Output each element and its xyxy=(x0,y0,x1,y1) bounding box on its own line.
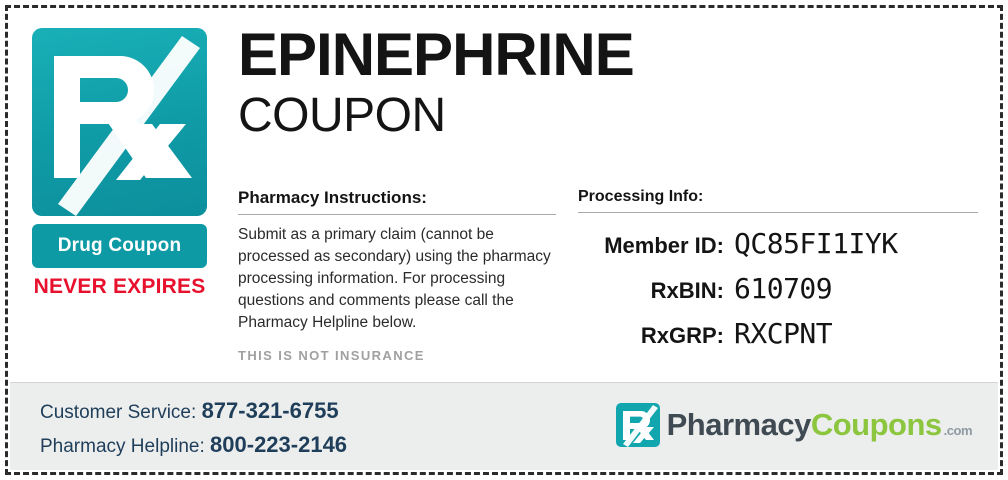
coupon-top-section xyxy=(10,10,998,382)
member-id-label: Member ID: xyxy=(604,233,724,258)
never-expires-label: NEVER EXPIRES xyxy=(33,275,206,298)
rx-glyph-icon xyxy=(32,28,207,216)
not-insurance-disclaimer: THIS IS NOT INSURANCE xyxy=(238,348,425,363)
processing-info-section xyxy=(578,188,978,362)
processing-info-rows xyxy=(578,227,978,350)
brand-rx-glyph-icon xyxy=(616,403,660,447)
customer-service-line xyxy=(40,395,347,429)
rx-logo-block xyxy=(32,28,207,299)
brand-wordmark xyxy=(667,407,972,443)
contact-numbers xyxy=(40,395,347,463)
brand-word-pharmacy: Pharmacy xyxy=(666,407,811,442)
processing-info-heading: Processing Info: xyxy=(578,188,978,213)
pharmacy-helpline-number[interactable]: 800-223-2146 xyxy=(210,432,348,457)
rxgrp-label: RxGRP: xyxy=(640,323,724,348)
coupon-title-group xyxy=(238,21,634,144)
rx-icon xyxy=(32,28,207,216)
brand-word-com: .com xyxy=(943,423,972,438)
coupon-word: COUPON xyxy=(238,89,446,142)
member-id-value: QC85FI1IYK xyxy=(734,227,898,260)
brand-rx-icon xyxy=(616,403,660,447)
drug-coupon-badge: Drug Coupon xyxy=(32,224,207,268)
member-id-row xyxy=(578,227,978,260)
drug-name: EPINEPHRINE xyxy=(238,21,634,88)
pharmacycoupons-brand-logo[interactable] xyxy=(616,403,972,447)
rxgrp-value: RXCPNT xyxy=(734,317,833,350)
rxgrp-row xyxy=(578,317,978,350)
pharmacy-instructions-body: Submit as a primary claim (cannot be processed as secondary) using the pharmacy processing information. For processing questions and comments please call the Pharmacy Helpline below. xyxy=(238,226,551,331)
pharmacy-instructions-heading: Pharmacy Instructions: xyxy=(238,188,556,215)
pharmacy-instructions-section xyxy=(238,188,556,363)
rxbin-label: RxBIN: xyxy=(650,278,724,303)
customer-service-number[interactable]: 877-321-6755 xyxy=(201,398,339,423)
brand-word-coupons: Coupons xyxy=(810,407,942,442)
rxbin-row xyxy=(578,272,978,305)
customer-service-label: Customer Service: xyxy=(40,402,197,423)
pharmacy-helpline-line xyxy=(40,429,347,463)
rxbin-value: 610709 xyxy=(734,272,833,305)
pharmacy-helpline-label: Pharmacy Helpline: xyxy=(40,436,205,457)
coupon-footer xyxy=(10,382,998,470)
